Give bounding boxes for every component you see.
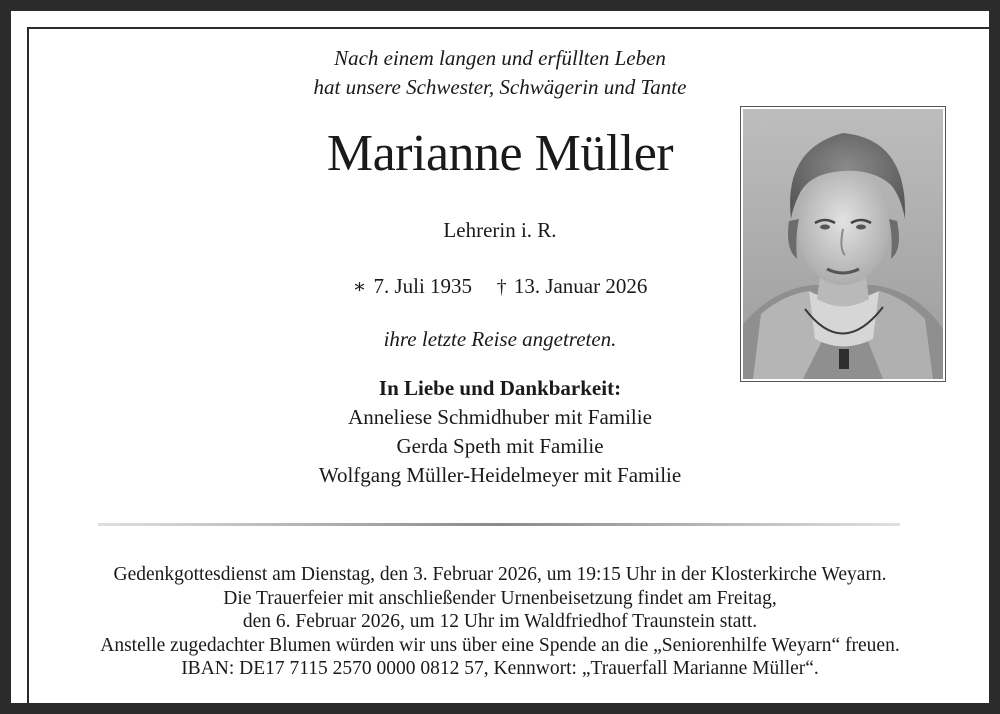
notice-line: den 6. Februar 2026, um 12 Uhr im Waldfriedhof Traunstein statt. bbox=[242, 611, 758, 633]
family-member: Anneliese Schmidhuber mit Familie bbox=[348, 405, 652, 429]
intro-line-1: Nach einem langen und erfüllten Leben bbox=[334, 46, 666, 70]
death-symbol: † bbox=[496, 276, 507, 298]
intro-line-2: hat unsere Schwester, Schwägerin und Tante bbox=[313, 75, 687, 99]
divider bbox=[98, 523, 900, 526]
portrait-photo bbox=[740, 106, 946, 382]
death-date: 13. Januar 2026 bbox=[513, 274, 648, 298]
notice-line: Anstelle zugedachter Blumen würden wir uns über eine Spende an die „Seniorenhilfe Weyarn“ freuen. bbox=[100, 634, 900, 656]
birth-symbol: ∗ bbox=[352, 276, 367, 298]
intro-text bbox=[0, 44, 1000, 102]
birth-date: 7. Juli 1935 bbox=[373, 274, 473, 298]
family-section bbox=[0, 374, 1000, 490]
deceased-name: Marianne Müller bbox=[326, 125, 674, 182]
notice-line: Die Trauerfeier mit anschließender Urnenbeisetzung findet am Freitag, bbox=[223, 587, 777, 609]
notice-line: IBAN: DE17 7115 2570 0000 0812 57, Kennwort: „Trauerfall Marianne Müller“. bbox=[181, 658, 819, 680]
notice-line: Gedenkgottesdienst am Dienstag, den 3. Februar 2026, um 19:15 Uhr in der Klosterkirche Weyarn. bbox=[113, 564, 887, 585]
family-member: Wolfgang Müller-Heidelmeyer mit Familie bbox=[318, 463, 682, 487]
family-member: Gerda Speth mit Familie bbox=[396, 434, 604, 458]
family-heading: In Liebe und Dankbarkeit: bbox=[378, 376, 622, 400]
service-notice bbox=[0, 563, 1000, 681]
occupation: Lehrerin i. R. bbox=[443, 218, 557, 242]
closing-line: ihre letzte Reise angetreten. bbox=[383, 327, 617, 351]
